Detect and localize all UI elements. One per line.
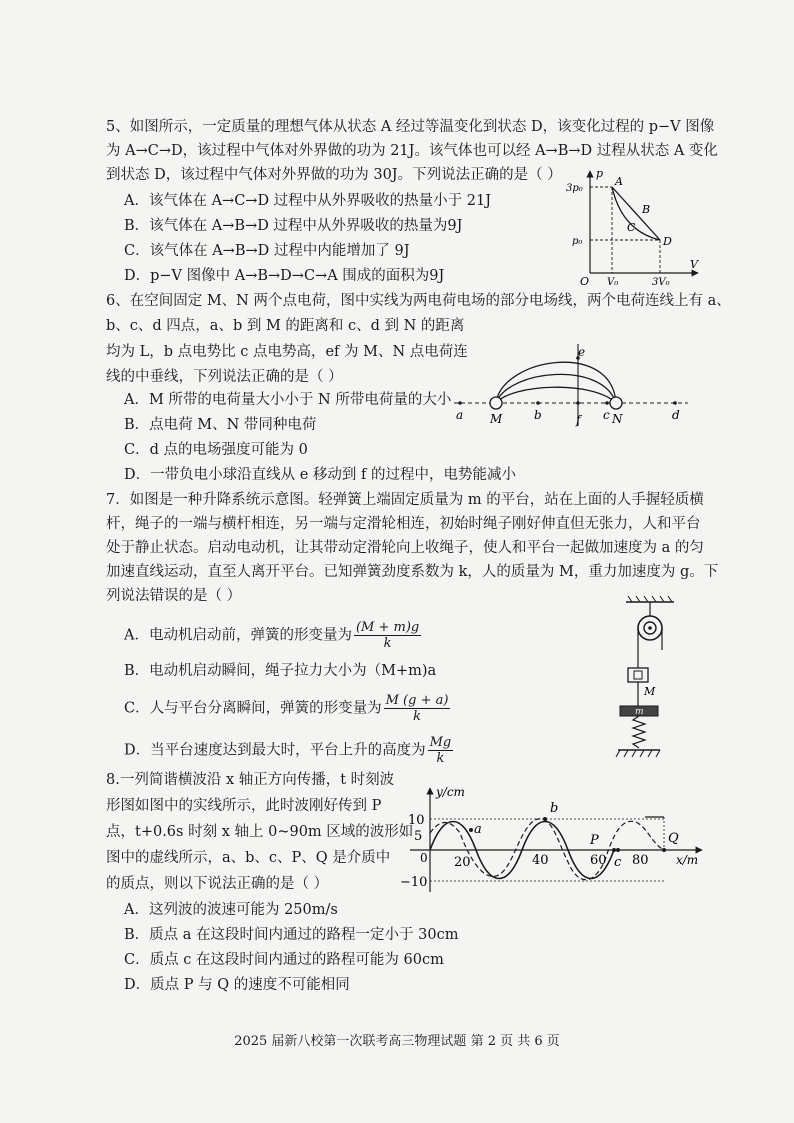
q8-graph-x-label: x/m: [676, 853, 699, 867]
q8-graph-x-tick-80: 80: [632, 853, 649, 868]
q7-option-d: [124, 735, 455, 766]
q8-graph-x-tick-40: 40: [532, 853, 549, 868]
q8-graph-point-c: c: [614, 855, 622, 870]
q7-option-c-text: C．人与平台分离瞬间，弹簧的形变量为: [124, 700, 382, 717]
q5-graph-point-b: B: [642, 203, 651, 216]
page-footer: 2025 届新八校第一次联考高三物理试题 第 2 页 共 6 页: [234, 1034, 560, 1049]
q5-graph-y-tick-top: 3p₀: [566, 183, 583, 194]
q8-line-5: 的质点，则以下说法正确的是（ ）: [106, 876, 329, 892]
q6-label-d: d: [672, 408, 680, 422]
q7-option-c-numerator: M (g + a): [385, 693, 449, 708]
q6-option-c: C．d 点的电场强度可能为 0: [124, 442, 308, 458]
q7-lift-figure: [598, 592, 708, 762]
q6-label-n: N: [612, 412, 623, 426]
q8-graph-y-tick-neg10: −10: [400, 875, 428, 890]
q7-option-c-fraction: [384, 693, 451, 724]
q7-option-a-denominator: k: [383, 636, 392, 651]
q7-option-d-text: D．当平台速度达到最大时，平台上升的高度为: [124, 742, 426, 759]
q6-label-e: e: [578, 345, 586, 359]
q8-graph-origin: 0: [420, 851, 428, 865]
q8-option-c: C．质点 c 在这段时间内通过的路程可能为 60cm: [124, 952, 444, 968]
q8-wave-graph: [400, 782, 710, 894]
q5-graph-p-label: p: [596, 167, 604, 180]
q7-option-d-denominator: k: [436, 751, 445, 766]
q8-line-1: 8.一列简谐横波沿 x 轴正方向传播，t 时刻波: [106, 772, 395, 788]
q8-graph-point-p: P: [590, 833, 599, 848]
q6-label-b: b: [534, 408, 542, 422]
q8-graph-point-b: b: [550, 801, 559, 816]
q7-line-3: 处于静止状态。启动电动机，让其带动定滑轮向上收绳子，使人和平台一起做加速度为 a 的匀: [106, 540, 704, 556]
q5-graph-point-d: D: [663, 235, 672, 248]
q5-graph-x-tick-left: V₀: [607, 277, 619, 287]
q6-option-a: A．M 所带的电荷量大小小于 N 所带电荷量的大小: [124, 392, 452, 408]
q7-option-c: [124, 693, 452, 724]
q5-graph-x-tick-right: 3V₀: [652, 277, 670, 287]
q8-graph-x-tick-20: 20: [454, 855, 471, 870]
q7-option-b: B．电动机启动瞬间，绳子拉力大小为（M+m)a: [124, 663, 437, 679]
q7-option-a: [124, 620, 423, 651]
q5-graph-y-tick-low: p₀: [572, 236, 583, 247]
q5-option-c: C．该气体在 A→B→D 过程中内能增加了 9J: [124, 243, 410, 259]
q5-option-a: A．该气体在 A→C→D 过程中从外界吸收的热量小于 21J: [124, 193, 492, 209]
q8-line-4: 图中的虚线所示，a、b、c、P、Q 是介质中: [106, 850, 391, 866]
q7-line-1: 7．如图是一种升降系统示意图。轻弹簧上端固定质量为 m 的平台，站在上面的人手握轻质横: [106, 492, 704, 508]
q5-graph-point-c: C: [627, 221, 636, 234]
q6-line-2: b、c、d 四点，a、b 到 M 的距离和 c、d 到 N 的距离: [106, 318, 465, 334]
q8-option-d: D．质点 P 与 Q 的速度不可能相同: [124, 977, 350, 993]
q8-graph-y-label: y/cm: [436, 785, 465, 799]
q5-line-2: 为 A→C→D，该过程中气体对外界做的功为 21J。该气体也可以经 A→B→D 过程从状态 A 变化: [106, 143, 718, 159]
q5-option-d: D．p−V 图像中 A→B→D→C→A 围成的面积为9J: [124, 268, 445, 284]
q5-line-1: 5、如图所示，一定质量的理想气体从状态 A 经过等温变化到状态 D，该变化过程的 p−V 图像: [106, 119, 715, 135]
q6-label-m: M: [490, 412, 503, 426]
q8-line-2: 形图如图中的实线所示，此时波刚好传到 P: [106, 798, 382, 814]
q6-line-1: 6、在空间固定 M、N 两个点电荷，图中实线为两电荷电场的部分电场线，两个电荷连线上有 a、: [106, 293, 731, 309]
q8-graph-point-a: a: [474, 822, 482, 837]
q7-option-d-numerator: Mg: [429, 735, 452, 750]
q8-graph-x-tick-60: 60: [590, 853, 607, 868]
q7-option-a-numerator: (M + m)g: [355, 620, 420, 635]
q6-line-3: 均为 L，b 点电势比 c 点电势高，ef 为 M、N 点电荷连: [106, 344, 468, 360]
q8-graph-y-tick-10: 10: [408, 813, 425, 828]
q5-option-b: B．该气体在 A→B→D 过程中从外界吸收的热量为9J: [124, 218, 463, 234]
q6-label-f: f: [576, 413, 581, 427]
q7-line-4: 加速直线运动，直至人离开平台。已知弹簧劲度系数为 k，人的质量为 M，重力加速度为 g。下: [106, 564, 719, 580]
q7-label-big-m: M: [644, 685, 656, 698]
q6-option-b: B．点电荷 M、N 带同种电荷: [124, 417, 317, 433]
q7-option-a-fraction: [354, 620, 421, 651]
q7-option-d-fraction: [428, 735, 454, 766]
q5-pv-graph: [560, 165, 705, 287]
q8-option-a: A．这列波的波速可能为 250m/s: [124, 902, 338, 918]
q7-option-c-denominator: k: [413, 709, 421, 724]
q5-line-3: 到状态 D，该过程中气体对外界做的功为 30J。下列说法正确的是（ ）: [106, 167, 562, 183]
q8-option-b: B．质点 a 在这段时间内通过的路程一定小于 30cm: [124, 927, 459, 943]
q8-graph-point-q: Q: [668, 831, 679, 846]
q6-option-d: D．一带负电小球沿直线从 e 移动到 f 的过程中，电势能减小: [124, 467, 517, 483]
q6-label-c: c: [603, 408, 610, 422]
q5-graph-origin: O: [580, 275, 590, 287]
q6-label-a: a: [456, 408, 464, 422]
q5-graph-v-label: V: [690, 258, 698, 271]
q6-field-figure: [452, 338, 690, 428]
q7-option-a-text: A．电动机启动前，弹簧的形变量为: [124, 627, 352, 644]
q7-label-small-m: m: [635, 707, 644, 717]
q7-line-2: 杆，绳子的一端与横杆相连，另一端与定滑轮相连，初始时绳子刚好伸直但无张力，人和平台: [106, 516, 701, 532]
q5-graph-point-a: A: [615, 175, 623, 188]
q6-line-4: 线的中垂线，下列说法正确的是（ ）: [106, 369, 343, 385]
q8-graph-y-tick-5: 5: [414, 829, 423, 844]
q8-line-3: 点，t+0.6s 时刻 x 轴上 0~90m 区域的波形如: [106, 824, 414, 840]
q7-line-5: 列说法错误的是（ ）: [106, 588, 242, 604]
